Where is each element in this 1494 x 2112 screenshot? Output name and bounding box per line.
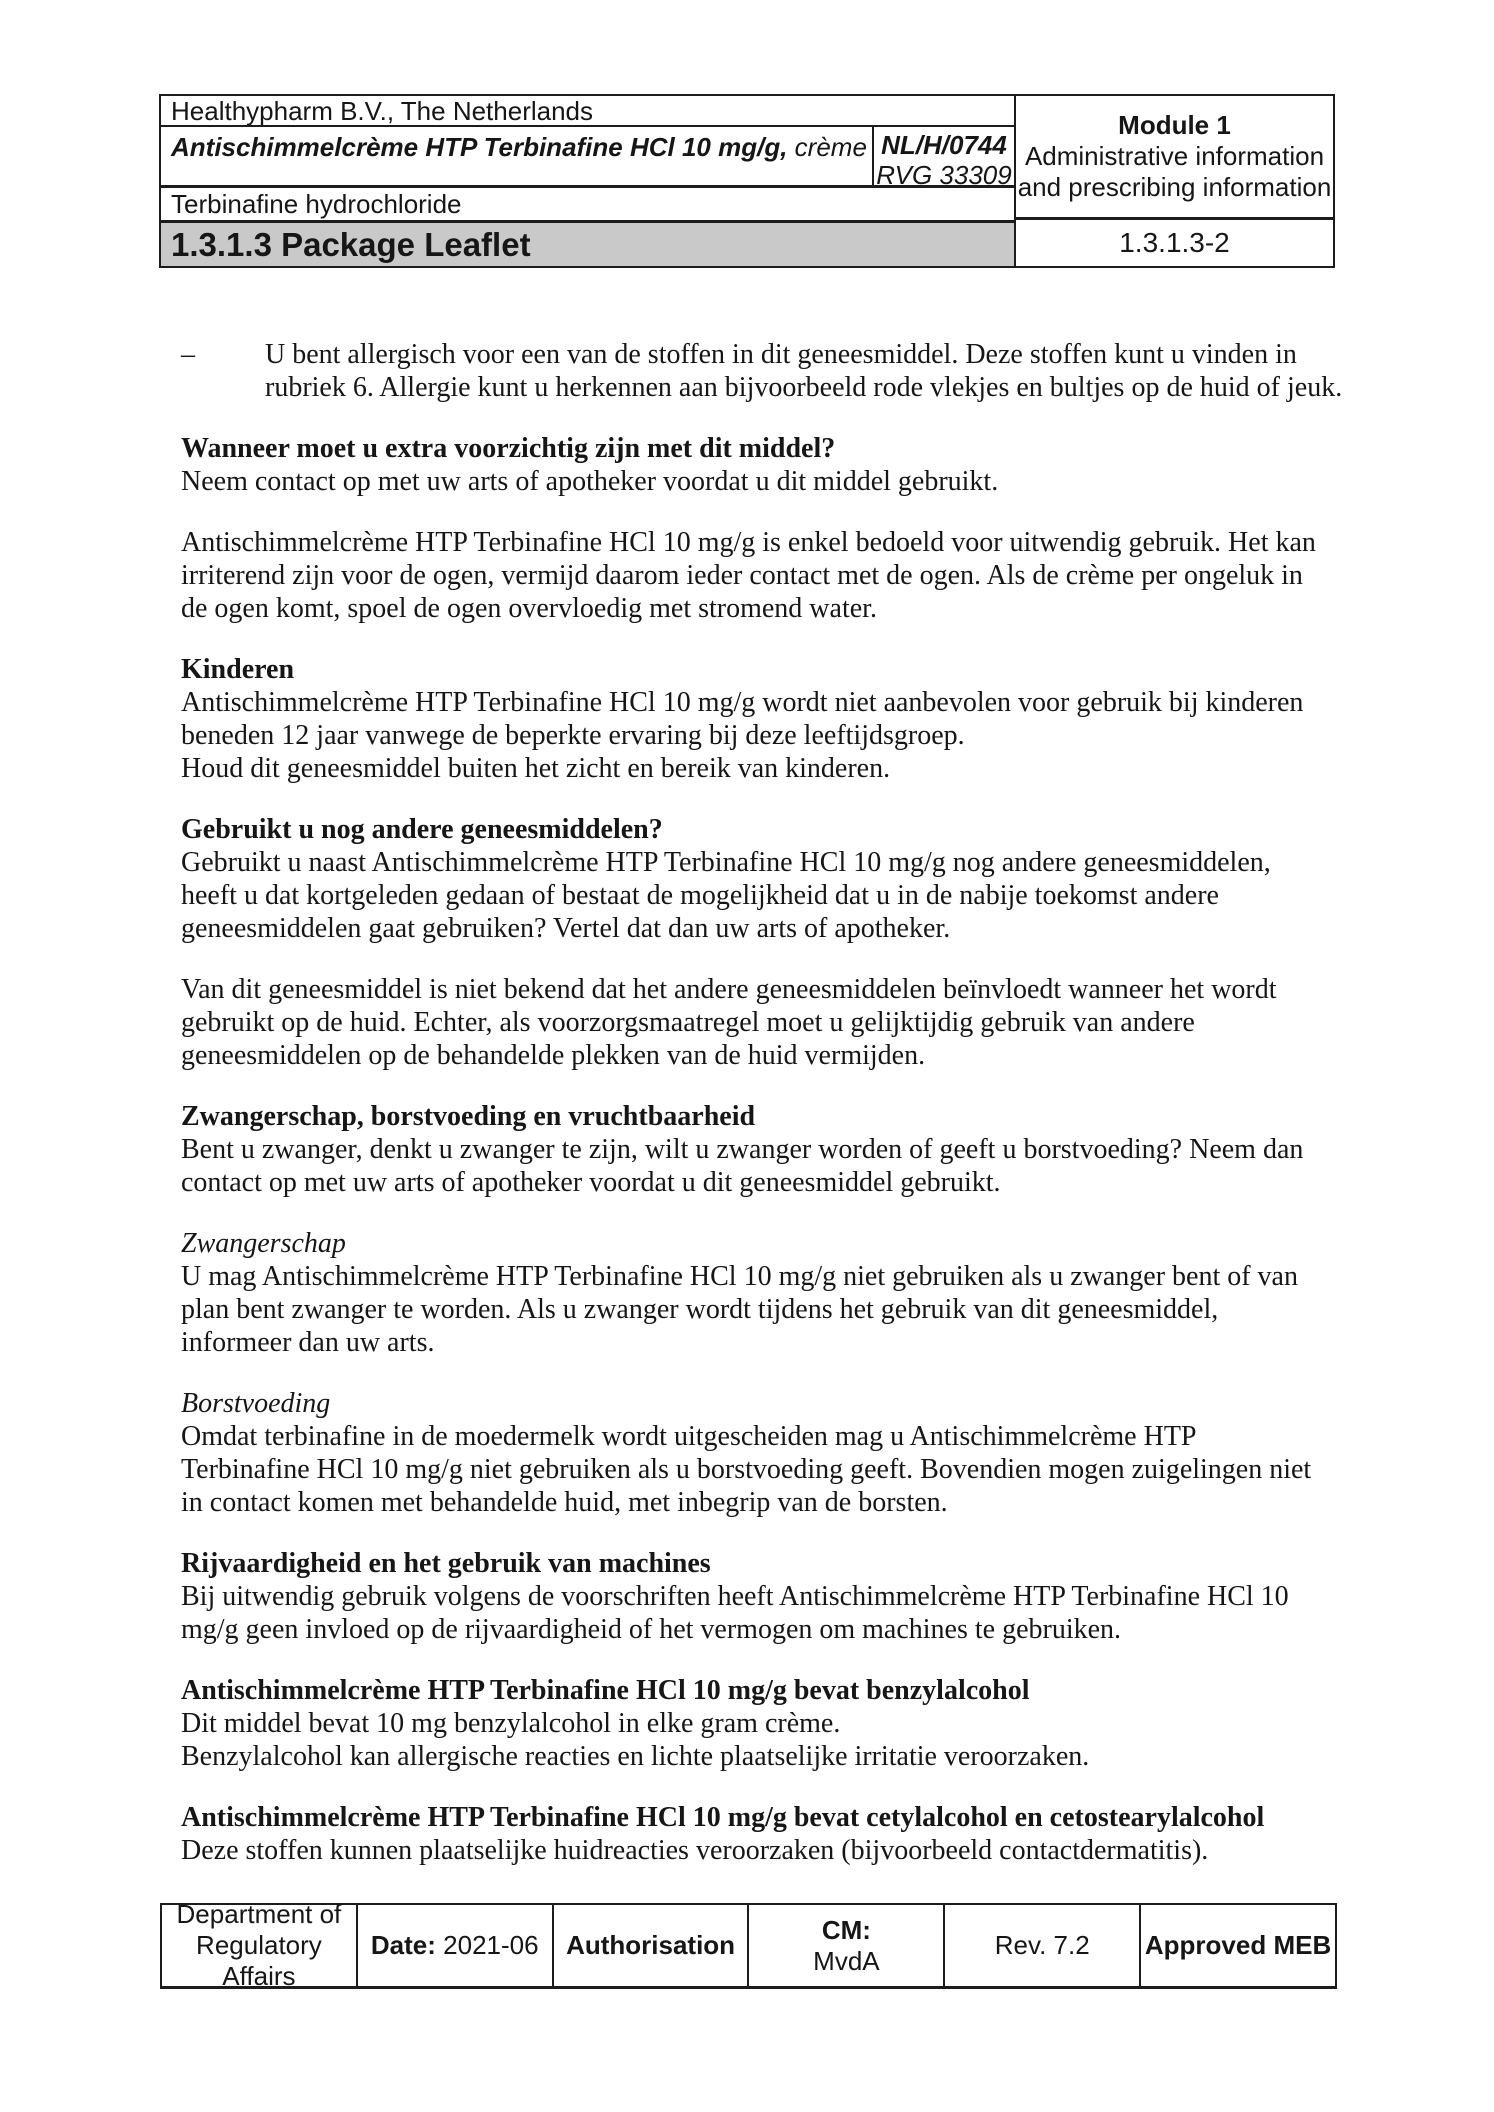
header-left-block (161, 96, 1014, 266)
procedure-number: NL/H/0744 (881, 130, 1007, 160)
text-block (181, 1801, 1371, 1867)
footer-text: Department of (176, 1899, 342, 1929)
product-row (161, 127, 1014, 188)
body-line: Bent u zwanger, denkt u zwanger te zijn, wilt u zwanger worden of geeft u borstvoeding? Neem dan (181, 1134, 1304, 1165)
footer-text: 2021-06 (435, 1930, 539, 1960)
footer-line (371, 1930, 539, 1961)
body-line: in contact komen met behandelde huid, met inbegrip van de borsten. (181, 1487, 948, 1518)
text-block (181, 813, 1371, 945)
section-title: 1.3.1.3 Package Leaflet (171, 225, 531, 263)
body-line: geneesmiddelen gaat gebruiken? Vertel dat dan uw arts of apotheker. (181, 913, 951, 944)
footer-cell (552, 1905, 748, 1986)
bullet-marker: – (181, 339, 195, 370)
body-line: informeer dan uw arts. (181, 1327, 435, 1358)
footer-line (1145, 1930, 1331, 1961)
footer-label: Date: (370, 1930, 436, 1960)
text-block (181, 1387, 1371, 1519)
body-line: Gebruikt u naast Antischimmelcrème HTP Terbinafine HCl 10 mg/g nog andere geneesmiddelen, (181, 847, 1271, 878)
rvg-number: RVG 33309 (876, 160, 1012, 190)
body-line: rubriek 6. Allergie kunt u herkennen aan bijvoorbeeld rode vlekjes en bultjes op de huid of jeuk. (265, 372, 1343, 403)
body-line: Van dit geneesmiddel is niet bekend dat het andere geneesmiddelen beïnvloedt wanneer het wordt (181, 974, 1277, 1005)
section-heading: Antischimmelcrème HTP Terbinafine HCl 10 mg/g bevat cetylalcohol en cetostearylalcohol (181, 1802, 1265, 1833)
body-line: geneesmiddelen op de behandelde plekken van de huid vermijden. (181, 1040, 926, 1071)
footer-text: Rev. 7.2 (994, 1930, 1090, 1960)
text-block (181, 526, 1371, 625)
footer-cell (1139, 1905, 1335, 1986)
footer-label: Authorisation (566, 1930, 736, 1960)
footer-line (177, 1899, 342, 1930)
body-line: Antischimmelcrème HTP Terbinafine HCl 10 mg/g wordt niet aanbevolen voor gebruik bij kinderen (181, 687, 1304, 718)
company-row (161, 96, 1014, 127)
footer-cell (162, 1899, 356, 1991)
body-line: U mag Antischimmelcrème HTP Terbinafine HCl 10 mg/g niet gebruiken als u zwanger bent of van (181, 1261, 1298, 1292)
product-form: crème (787, 132, 867, 162)
body-line: gebruikt op de huid. Echter, als voorzorgsmaatregel moet u gelijktijdig gebruik van andere (181, 1007, 1195, 1038)
body-line: mg/g geen invloed op de rijvaardigheid of het vermogen om machines te gebruiken. (181, 1614, 1122, 1645)
footer-cell (747, 1905, 943, 1986)
footer-line (995, 1930, 1090, 1961)
module-desc-line2: and prescribing information (1017, 172, 1332, 202)
footer-line (813, 1946, 879, 1977)
footer-line (822, 1915, 871, 1946)
footer-label: Approved MEB (1144, 1930, 1332, 1960)
product-name: Antischimmelcrème HTP Terbinafine HCl 10 mg/g, (171, 132, 788, 162)
body-content (181, 338, 1371, 1895)
footer-line (162, 1930, 356, 1992)
body-line: Deze stoffen kunnen plaatselijke huidreacties veroorzaken (bijvoorbeeld contactdermatitis). (181, 1835, 1209, 1866)
module-number: Module 1 (1118, 110, 1231, 140)
text-block (181, 1674, 1371, 1773)
text-block (181, 653, 1371, 785)
body-line: Houd dit geneesmiddel buiten het zicht en bereik van kinderen. (181, 753, 891, 784)
footer-text: MvdA (813, 1945, 880, 1976)
module-cell (1016, 96, 1333, 220)
product-title-cell (161, 127, 872, 185)
body-line: Benzylalcohol kan allergische reacties en lichte plaatselijke irritatie veroorzaken. (181, 1741, 1090, 1772)
section-heading: Zwangerschap, borstvoeding en vruchtbaarheid (181, 1101, 756, 1132)
footer-table (160, 1899, 1337, 1991)
page-ref-cell (1016, 220, 1333, 266)
footer-cell (356, 1905, 552, 1986)
body-line: U bent allergisch voor een van de stoffen in dit geneesmiddel. Deze stoffen kunt u vinden in (265, 339, 1297, 370)
footer-cell (943, 1905, 1139, 1986)
footer-text: Regulatory Affairs (196, 1930, 322, 1991)
body-line: de ogen komt, spoel de ogen overvloedig met stromend water. (181, 593, 877, 624)
section-heading: Gebruikt u nog andere geneesmiddelen? (181, 814, 663, 845)
body-line: Neem contact op met uw arts of apotheker voordat u dit middel gebruikt. (181, 466, 999, 497)
body-line: Terbinafine HCl 10 mg/g niet gebruiken als u borstvoeding geeft. Bovendien mogen zuigelingen niet (181, 1454, 1312, 1485)
text-block (181, 1100, 1371, 1199)
substance-name: Terbinafine hydrochloride (171, 189, 462, 219)
body-line: Bij uitwendig gebruik volgens de voorschriften heeft Antischimmelcrème HTP Terbinafine HCl 10 (181, 1581, 1289, 1612)
company-name: Healthypharm B.V., The Netherlands (171, 95, 594, 126)
header-table (159, 94, 1335, 268)
body-line: contact op met uw arts of apotheker voordat u dit geneesmiddel gebruikt. (181, 1167, 1001, 1198)
section-heading: Wanneer moet u extra voorzichtig zijn met dit middel? (181, 433, 836, 464)
body-line: Dit middel bevat 10 mg benzylalcohol in elke gram crème. (181, 1708, 841, 1739)
body-line: beneden 12 jaar vanwege de beperkte ervaring bij deze leeftijdsgroep. (181, 720, 965, 751)
section-heading: Antischimmelcrème HTP Terbinafine HCl 10 mg/g bevat benzylalcohol (181, 1675, 1030, 1706)
section-heading: Kinderen (181, 654, 295, 685)
body-line: Antischimmelcrème HTP Terbinafine HCl 10 mg/g is enkel bedoeld voor uitwendig gebruik. Het kan (181, 527, 1316, 558)
footer-label: CM: (821, 1914, 871, 1945)
footer-line (566, 1930, 735, 1961)
section-heading: Rijvaardigheid en het gebruik van machines (181, 1548, 711, 1579)
body-line: irriterend zijn voor de ogen, vermijd daarom ieder contact met de ogen. Als de crème per ongeluk in (181, 560, 1303, 591)
body-line: heeft u dat kortgeleden gedaan of bestaat de mogelijkheid dat u in de nabije toekomst andere (181, 880, 1219, 911)
module-desc-line1: Administrative information (1024, 141, 1325, 171)
section-heading: Zwangerschap (181, 1228, 346, 1259)
section-title-band (161, 220, 1014, 266)
text-block (181, 973, 1371, 1072)
registration-cell (872, 127, 1014, 190)
text-block (181, 1547, 1371, 1646)
body-line: plan bent zwanger te worden. Als u zwanger wordt tijdens het gebruik van dit geneesmiddel, (181, 1294, 1219, 1325)
list-item (181, 338, 1371, 404)
text-block (181, 432, 1371, 498)
text-block (181, 1227, 1371, 1359)
body-line: Omdat terbinafine in de moedermelk wordt uitgescheiden mag u Antischimmelcrème HTP (181, 1421, 1197, 1452)
substance-row (161, 188, 1014, 220)
page-ref: 1.3.1.3-2 (1119, 227, 1230, 258)
section-heading: Borstvoeding (181, 1388, 331, 1419)
header-right-block (1014, 96, 1333, 266)
